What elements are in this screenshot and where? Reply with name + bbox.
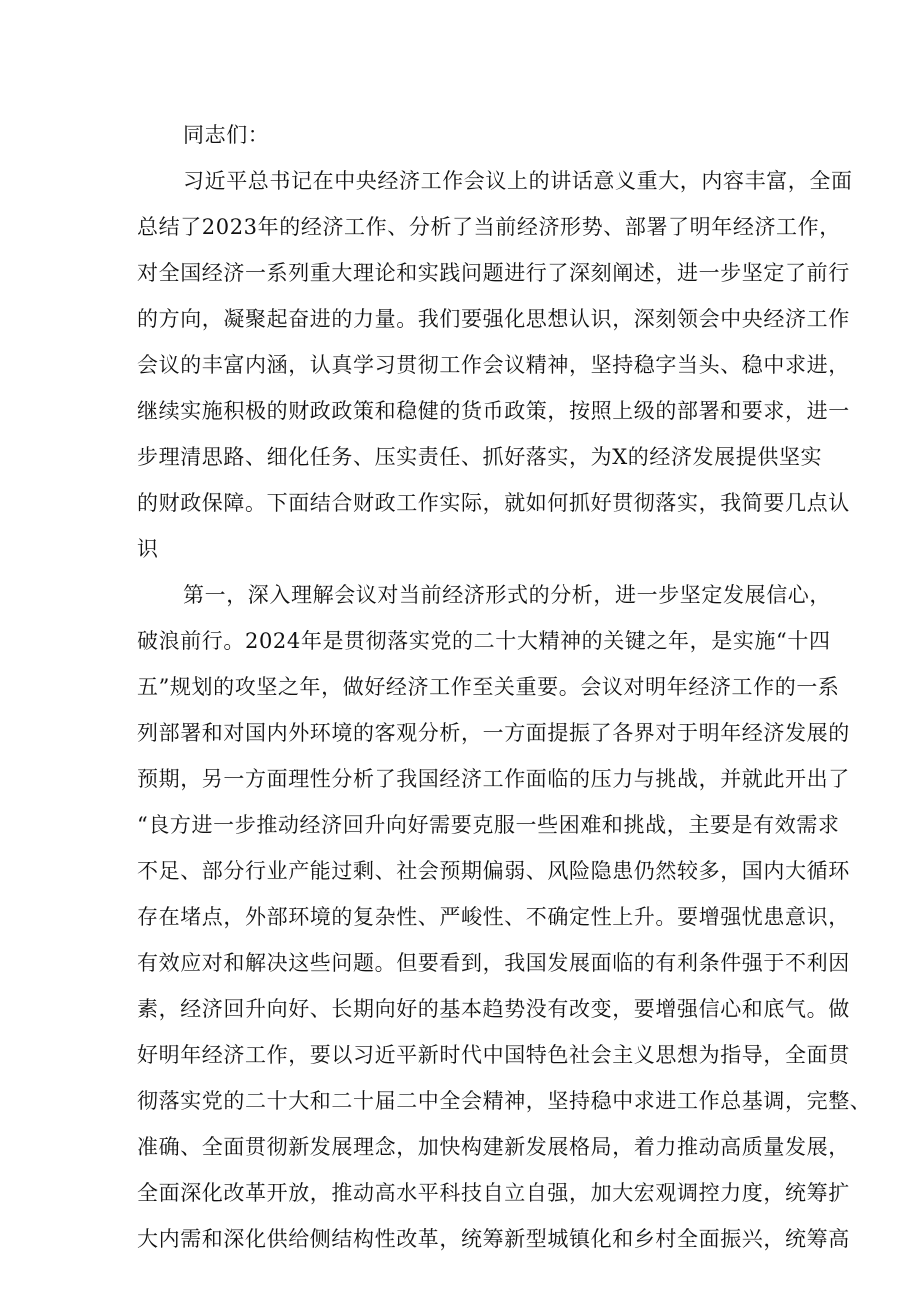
paragraph-1-line-5: 会议的丰富内涵，认真学习贯彻工作会议精神，坚持稳字当头、稳中求进， bbox=[137, 353, 850, 377]
paragraph-1-line-7: 步理清思路、细化任务、压实责任、抓好落实，为X的经济发展提供坚实 bbox=[137, 445, 823, 469]
paragraph-2-line-2: 破浪前行。2024年是贯彻落实党的二十大精神的关键之年，是实施“十四 bbox=[137, 629, 831, 653]
paragraph-1-line-3: 对全国经济一系列重大理论和实践问题进行了深刻阐述，进一步坚定了前行 bbox=[137, 261, 850, 285]
paragraph-2-line-4: 列部署和对国内外环境的客观分析，一方面提振了各界对于明年经济发展的 bbox=[137, 721, 850, 745]
paragraph-1-line-9: 识 bbox=[137, 537, 159, 561]
paragraph-2-line-10: 素，经济回升向好、长期向好的基本趋势没有改变，要增强信心和底气。做 bbox=[137, 997, 850, 1021]
paragraph-2-line-1: 第一，深入理解会议对当前经济形式的分析，进一步坚定发展信心， bbox=[183, 583, 831, 607]
paragraph-2-line-14: 全面深化改革开放，推动高水平科技自立自强，加大宏观调控力度，统筹扩 bbox=[137, 1181, 850, 1205]
paragraph-1-line-8: 的财政保障。下面结合财政工作实际，就如何抓好贯彻落实，我简要几点认 bbox=[137, 491, 850, 515]
paragraph-1-line-6: 继续实施积极的财政政策和稳健的货币政策，按照上级的部署和要求，进一 bbox=[137, 399, 850, 423]
paragraph-2-line-11: 好明年经济工作，要以习近平新时代中国特色社会主义思想为指导，全面贯 bbox=[137, 1043, 850, 1067]
paragraph-1-line-2: 总结了2023年的经济工作、分析了当前经济形势、部署了明年经济工作， bbox=[137, 215, 841, 239]
paragraph-2-line-6: “良方进一步推动经济回升向好需要克服一些困难和挑战，主要是有效需求 bbox=[137, 813, 840, 837]
paragraph-1-line-4: 的方向，凝聚起奋进的力量。我们要强化思想认识，深刻领会中央经济工作 bbox=[137, 307, 850, 331]
greeting: 同志们： bbox=[183, 123, 270, 147]
paragraph-2-line-3: 五”规划的攻坚之年，做好经济工作至关重要。会议对明年经济工作的一系 bbox=[137, 675, 840, 699]
paragraph-2-line-13: 准确、全面贯彻新发展理念，加快构建新发展格局，着力推动高质量发展， bbox=[137, 1135, 850, 1159]
paragraph-2-line-8: 存在堵点，外部环境的复杂性、严峻性、不确定性上升。要增强忧患意识， bbox=[137, 905, 850, 929]
paragraph-2-line-5: 预期，另一方面理性分析了我国经济工作面临的压力与挑战，并就此开出了 bbox=[137, 767, 850, 791]
paragraph-2-line-7: 不足、部分行业产能过剩、社会预期偏弱、风险隐患仍然较多，国内大循环 bbox=[137, 859, 850, 883]
paragraph-1-line-1: 习近平总书记在中央经济工作会议上的讲话意义重大，内容丰富，全面 bbox=[183, 169, 853, 193]
paragraph-2-line-15: 大内需和深化供给侧结构性改革，统筹新型城镇化和乡村全面振兴，统筹高 bbox=[137, 1227, 850, 1251]
paragraph-2-line-9: 有效应对和解决这些问题。但要看到，我国发展面临的有利条件强于不利因 bbox=[137, 951, 850, 975]
paragraph-2-line-12: 彻落实党的二十大和二十届二中全会精神，坚持稳中求进工作总基调，完整、 bbox=[137, 1089, 872, 1113]
